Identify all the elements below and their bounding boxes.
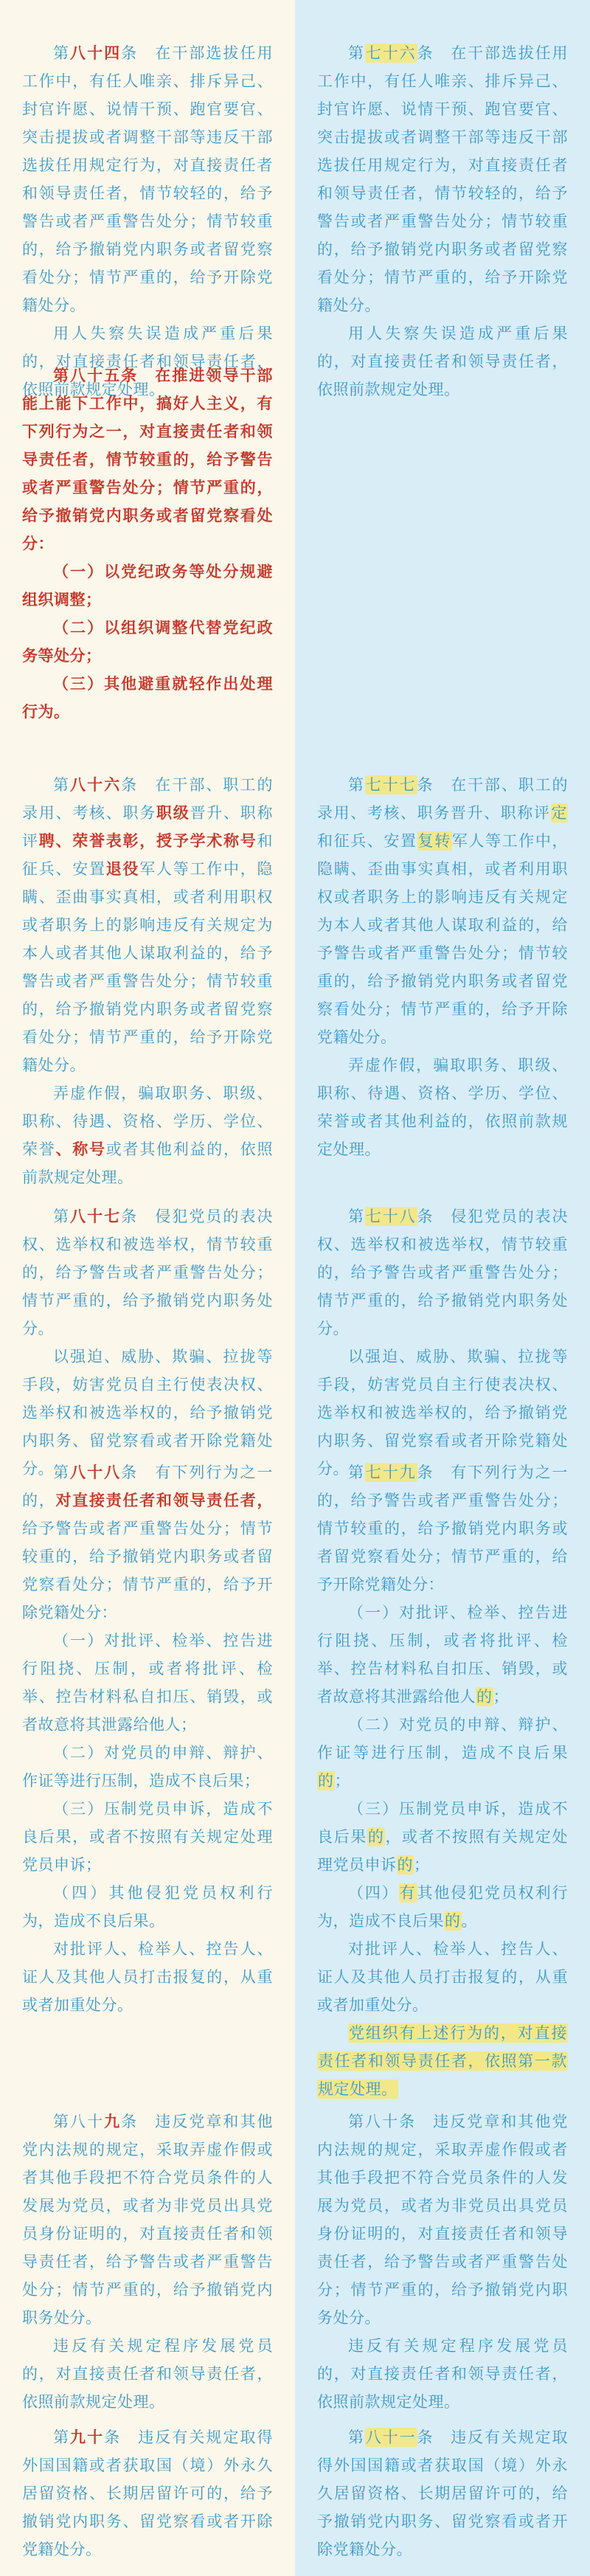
article-comparison-row xyxy=(0,361,590,726)
body-text: 给予警告或者严重警告处分；情节较重的，给予撤销党内职务或者留党察看处分；情节严重的，给予开除党籍处分： xyxy=(22,1520,273,1621)
body-text: 第 xyxy=(53,776,71,794)
article-paragraph xyxy=(317,1795,568,1879)
added-text: 第八十五条 在推进领导干部能上能下工作中，搞好人主义，有下列行为之一，对直接责任者和领导责任者，情节较重的，给予警告或者严重警告处分；情节严重的，给予撤销党内职务或者留党察看处分： xyxy=(22,367,273,553)
body-text: 条 xyxy=(121,776,156,794)
old-version-article xyxy=(295,2423,590,2563)
removed-text-highlight: 七十七 xyxy=(365,776,417,794)
removed-text-highlight: 的 xyxy=(318,1772,334,1790)
body-text: ； xyxy=(493,1688,509,1706)
body-text: （三）压制党员申诉，造成不良后果 xyxy=(317,1800,568,1846)
new-version-article xyxy=(0,361,295,726)
old-version-article xyxy=(295,361,590,726)
article-paragraph xyxy=(22,39,273,319)
added-text: （二）以组织调整代替党纪政务等处分； xyxy=(22,619,273,665)
added-text: 、称号 xyxy=(55,1140,106,1158)
article-paragraph xyxy=(22,771,273,1079)
article-paragraph xyxy=(317,2019,568,2103)
body-text: 在干部、职工的录用、考核、职务 xyxy=(22,776,274,822)
body-text: 军人等工作中，隐瞒、歪曲事实真相，或者利用职权或者职务上的影响违反有关规定为本人或者其他人谋取利益的，给予警告或者严重警告处分；情节较重的，给予撤销党内职务或者留党察看处分；情节严重的，给予开除党籍处分。 xyxy=(317,832,569,1046)
body-text: 违反有关规定程序发展党员的，对直接责任者和领导责任者，依照前款规定处理。 xyxy=(317,2337,568,2411)
new-version-article xyxy=(0,39,295,404)
article-paragraph xyxy=(22,2108,273,2332)
new-version-article xyxy=(0,1202,295,1483)
body-text: 或者其他利益的，依照前款规定处理。 xyxy=(22,1140,273,1186)
body-text: 第八十 xyxy=(53,2113,105,2130)
body-text: 条 xyxy=(417,776,451,794)
body-text: 第 xyxy=(348,2428,365,2446)
article-paragraph xyxy=(317,2332,568,2416)
old-version-article xyxy=(295,771,590,1191)
body-text: 第 xyxy=(348,1208,365,1225)
body-text: （四）其他侵犯党员权利行为，造成不良后果。 xyxy=(22,1884,273,1930)
article-comparison-row xyxy=(0,1202,590,1483)
removed-text-highlight: 的 xyxy=(476,1688,493,1706)
article-paragraph xyxy=(317,1711,568,1795)
added-text: 退役 xyxy=(105,860,140,878)
removed-text-highlight: 的 xyxy=(367,1828,385,1846)
article-paragraph xyxy=(22,1079,273,1191)
article-comparison-row xyxy=(0,1458,590,2103)
removed-text-highlight: 的 xyxy=(397,1856,413,1874)
body-text: 违反党章和其他党内法规的规定，采取弄虚作假或者其他手段把不符合党员条件的人发展为党员，或者为非党员出具党员身份证明的，对直接责任者和领导责任者，给予警告或者严重警告处分；情节严重的，给予撤销党内职务处分。 xyxy=(22,2113,274,2327)
body-text: 在干部、职工的录用、考核、职务晋升、职称评 xyxy=(317,776,568,822)
removed-text-highlight: 党组织有上述行为的，对直接责任者和领导责任者，依照第一款规定处理。 xyxy=(318,2024,567,2098)
article-paragraph xyxy=(22,361,273,558)
body-text: 军人等工作中，隐瞒、歪曲事实真相，或者利用职权或者职务上的影响违反有关规定为本人或者其他人谋取利益的，给予警告或者严重警告处分；情节较重的，给予撤销党内职务或者留党察看处分；情节严重的，给予开除党籍处分。 xyxy=(22,860,273,1074)
article-paragraph xyxy=(317,2423,568,2563)
body-text: 条 xyxy=(104,2428,139,2446)
article-paragraph xyxy=(22,1739,273,1795)
removed-text-highlight: 有 xyxy=(399,1884,417,1902)
body-text: 违反有关规定取得外国国籍或者获取国（境）外永久居留资格、长期居留许可的，给予撤销党内职务、留党察看或者开除党籍处分。 xyxy=(22,2428,274,2558)
body-text: ，或者不按照有关规定处理党员申诉 xyxy=(317,1828,569,1874)
body-text: 晋升、职称评 xyxy=(22,804,273,850)
article-paragraph xyxy=(22,2332,273,2416)
body-text: 条 xyxy=(417,1464,451,1481)
added-text: （三）其他避重就轻作出处理行为。 xyxy=(22,675,273,721)
body-text: 侵犯党员的表决权、选举权和被选举权，情节较重的，给予警告或者严重警告处分；情节严重的，给予撤销党内职务处分。 xyxy=(317,1208,568,1337)
article-comparison-row xyxy=(0,2423,590,2563)
new-version-article xyxy=(0,2423,295,2563)
removed-text-highlight: 七十八 xyxy=(365,1208,417,1225)
article-paragraph xyxy=(22,1627,273,1739)
old-version-article xyxy=(295,39,590,404)
body-text: 以强迫、威胁、欺骗、拉拢等手段，妨害党员自主行使表决权、选举权和被选举权的，给予撤销党内职务、留党察看或者开除党籍处分。 xyxy=(22,1348,273,1478)
article-paragraph xyxy=(317,39,568,319)
body-text: 弄虚作假，骗取职务、职级、职称、待遇、资格、学历、学位、荣誉或者其他利益的，依照前款规定处理。 xyxy=(317,1056,568,1158)
new-version-article xyxy=(0,2108,295,2416)
article-paragraph xyxy=(317,1051,568,1163)
body-text: 第 xyxy=(53,44,71,62)
article-paragraph xyxy=(317,1879,568,1935)
removed-text-highlight: 八十一 xyxy=(365,2428,417,2446)
added-text: 职级 xyxy=(156,804,190,822)
added-text: 九十 xyxy=(70,2428,105,2446)
article-paragraph xyxy=(22,670,273,726)
body-text: 违反党章和其他党内法规的规定，采取弄虚作假或者其他手段把不符合党员条件的人发展为党员，或者为非党员出具党员身份证明的，对直接责任者和领导责任者，给予警告或者严重警告处分；情节严重的，给予撤销党内职务处分。 xyxy=(317,2113,569,2327)
body-text: 条 xyxy=(417,2428,451,2446)
article-paragraph xyxy=(317,1202,568,1343)
added-text: 对直接责任者和领导责任者， xyxy=(55,1492,273,1509)
article-paragraph xyxy=(22,2423,273,2563)
old-version-article xyxy=(295,2108,590,2416)
body-text: （二）对党员的申辩、辩护、作证等进行压制，造成不良后果； xyxy=(22,1744,273,1790)
body-text: 第 xyxy=(348,44,365,62)
old-version-article xyxy=(295,1458,590,2103)
body-text: 用人失察失误造成严重后果的，对直接责任者和领导责任者，依照前款规定处理。 xyxy=(317,325,568,398)
new-version-article xyxy=(0,1458,295,2103)
body-text: 有下列行为之一的， xyxy=(22,1464,274,1509)
article-comparison-row xyxy=(0,39,590,404)
article-paragraph xyxy=(317,1458,568,1599)
article-paragraph xyxy=(317,1935,568,2019)
body-text: 侵犯党员的表决权、选举权和被选举权，情节较重的，给予警告或者严重警告处分；情节严重的，给予撤销党内职务处分。 xyxy=(22,1208,274,1337)
body-text: 在干部选拔任用工作中，有任人唯亲、排斥异己、封官许愿、说情干预、跑官要官、突击提拔或者调整干部等违反干部选拔任用规定行为，对直接责任者和领导责任者，情节较轻的，给予警告或者严重警告处分；情节较重的，给予撤销党内职务或者留党察看处分；情节严重的，给予开除党籍处分。 xyxy=(22,44,274,314)
removed-text-highlight: 七十九 xyxy=(365,1464,417,1481)
body-text: 第 xyxy=(53,2428,71,2446)
body-text: 第 xyxy=(348,776,365,794)
removed-text-highlight: 复转 xyxy=(417,832,451,850)
added-text: 聘、荣誉表彰，授予学术称号 xyxy=(38,832,257,850)
added-text: 八十七 xyxy=(70,1208,122,1225)
article-paragraph xyxy=(22,1935,273,2019)
body-text: 有下列行为之一的，给予警告或者严重警告处分；情节较重的，给予撤销党内职务或者留党察看处分；情节严重的，给予开除党籍处分： xyxy=(317,1464,568,1593)
body-text: 第 xyxy=(53,1208,71,1225)
body-text: 条 xyxy=(121,1464,156,1481)
body-text: 违反有关规定取得外国国籍或者获取国（境）外永久居留资格、长期居留许可的，给予撤销党内职务、留党察看或者开除党籍处分。 xyxy=(317,2428,568,2558)
added-text: 八十八 xyxy=(70,1464,122,1481)
body-text: （一）对批评、检举、控告进行阻挠、压制，或者将批评、检举、控告材料私自扣压、销毁，或者故意将其泄露给他人； xyxy=(22,1632,273,1734)
body-text: 弄虚作假，骗取职务、职级、职称、待遇、资格、学历、学位、荣誉 xyxy=(22,1084,273,1158)
added-text: 九 xyxy=(104,2113,122,2130)
body-text: 和征兵、安置 xyxy=(317,832,417,850)
article-paragraph xyxy=(22,1879,273,1935)
body-text: 第 xyxy=(348,1464,365,1481)
body-text: 条 xyxy=(121,44,156,62)
article-comparison-row xyxy=(0,2108,590,2416)
body-text: ； xyxy=(414,1856,430,1874)
article-paragraph xyxy=(22,558,273,614)
article-paragraph xyxy=(317,771,568,1051)
removed-text-highlight: 定 xyxy=(551,804,567,822)
body-text: （一）对批评、检举、控告进行阻挠、压制，或者将批评、检举、控告材料私自扣压、销毁，或者故意将其泄露给他人 xyxy=(317,1604,568,1706)
body-text: （三）压制党员申诉，造成不良后果，或者不按照有关规定处理党员申诉； xyxy=(22,1800,273,1874)
added-text: （一）以党纪政务等处分规避组织调整； xyxy=(22,563,273,609)
body-text: 违反有关规定程序发展党员的，对直接责任者和领导责任者，依照前款规定处理。 xyxy=(22,2337,273,2411)
body-text: 对批评人、检举人、控告人、证人及其他人员打击报复的，从重或者加重处分。 xyxy=(317,1940,568,2014)
new-version-article xyxy=(0,771,295,1191)
article-paragraph xyxy=(317,2108,568,2332)
body-text: 条 xyxy=(417,44,451,62)
article-comparison-row xyxy=(0,771,590,1191)
body-text: 用人失察失误造成严重后果的，对直接责任者和领导责任者，依照前款规定处理。 xyxy=(22,325,273,398)
body-text: 和征兵、安置 xyxy=(22,832,273,878)
body-text: 其他侵犯党员权利行为，造成不良后果 xyxy=(317,1884,568,1930)
body-text: 第 xyxy=(53,1464,71,1481)
body-text: （二）对党员的申辩、辩护、作证等进行压制，造成不良后果 xyxy=(317,1716,568,1762)
removed-text-highlight: 的 xyxy=(445,1912,461,1930)
body-text: （四） xyxy=(348,1884,399,1902)
article-paragraph xyxy=(22,1202,273,1343)
body-text: 条 xyxy=(121,1208,156,1225)
body-text: 以强迫、威胁、欺骗、拉拢等手段，妨害党员自主行使表决权、选举权和被选举权的，给予撤销党内职务、留党察看或者开除党籍处分。 xyxy=(317,1348,568,1478)
article-paragraph xyxy=(317,1599,568,1711)
body-text: 条 xyxy=(417,1208,451,1225)
body-text: 条 xyxy=(121,2113,156,2130)
old-version-article xyxy=(295,1202,590,1483)
removed-text-highlight: 七十六 xyxy=(365,44,417,62)
article-paragraph xyxy=(22,1458,273,1627)
body-text: 。 xyxy=(461,1912,477,1930)
body-text: 在干部选拔任用工作中，有任人唯亲、排斥异己、封官许愿、说情干预、跑官要官、突击提拔或者调整干部等违反干部选拔任用规定行为，对直接责任者和领导责任者，情节较轻的，给予警告或者严重警告处分；情节较重的，给予撤销党内职务或者留党察看处分；情节严重的，给予开除党籍处分。 xyxy=(317,44,568,314)
added-text: 八十六 xyxy=(70,776,122,794)
added-text: 八十四 xyxy=(70,44,122,62)
article-paragraph xyxy=(22,614,273,670)
body-text: 第八十条 xyxy=(348,2113,434,2130)
article-paragraph xyxy=(22,1795,273,1879)
body-text: ； xyxy=(334,1772,350,1790)
body-text: 对批评人、检举人、控告人、证人及其他人员打击报复的，从重或者加重处分。 xyxy=(22,1940,273,2014)
